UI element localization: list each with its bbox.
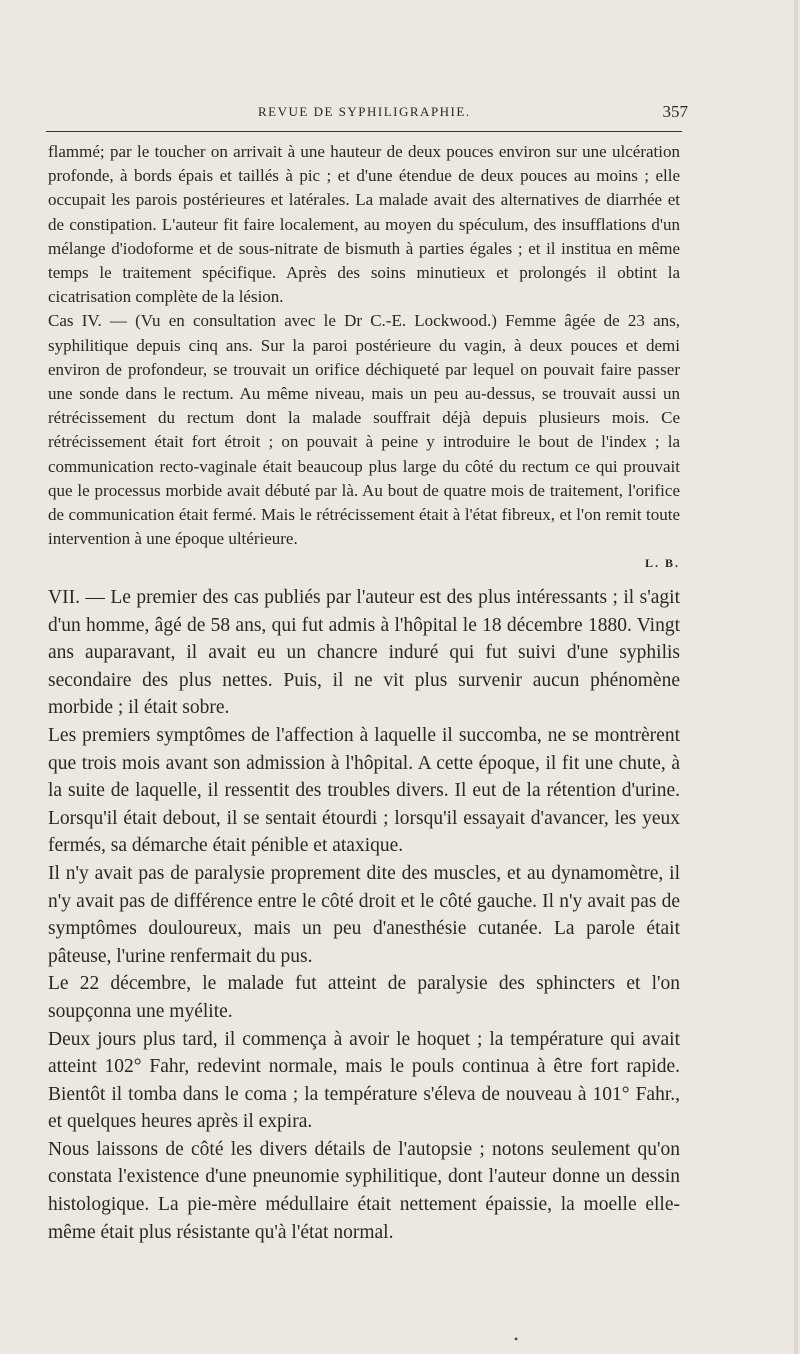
page-edge bbox=[794, 0, 798, 1354]
paragraph: flammé; par le toucher on arrivait à une hauteur de deux pouces environ sur une ulcération profonde, à bords épais et taillés à pic ; et d'une étendue de deux pouces au moins ; elle occupait les parois postérieures et latérales. La malade avait des alternatives de diarrhée et de constipation. L'auteur fit faire localement, au moyen du spéculum, des insufflations d'un mélange d'iodoforme et de sous-nitrate de bismuth à parties égales ; et il institua en même temps le traitement spécifique. Après des soins minutieux et prolongés il obtint la cicatrisation complète de la lésion. bbox=[48, 142, 680, 307]
small-print-section bbox=[48, 140, 680, 551]
footer-mark: • bbox=[514, 1332, 519, 1346]
paragraph: Deux jours plus tard, il commença à avoir le hoquet ; la température qui avait atteint 102° Fahr, redevint normale, mais le pouls continua à être fort rapide. Bientôt il tomba dans le coma ; la température s'éleva de nouveau à 101° Fahr., et quelques heures après il expira. bbox=[48, 1028, 680, 1133]
header-rule bbox=[46, 131, 682, 132]
paragraph: Le 22 décembre, le malade fut atteint de paralysie des sphincters et l'on soupçonna une myélite. bbox=[48, 973, 680, 1022]
signature: L. B. bbox=[644, 556, 680, 570]
paragraph: Les premiers symptômes de l'affection à laquelle il succomba, ne se montrèrent que trois mois avant son admission à l'hôpital. A cette époque, il fit une chute, à la suite de laquelle, il ressentit des troubles divers. Il eut de la rétention d'urine. Lorsqu'il était debout, il se sentait étourdi ; lorsqu'il essayait d'avancer, les yeux fermés, sa démarche était pénible et ataxique. bbox=[48, 724, 680, 857]
main-text-section bbox=[48, 584, 680, 1246]
page-header bbox=[48, 100, 688, 122]
running-title: REVUE DE SYPHILIGRAPHIE. bbox=[258, 104, 471, 119]
paragraph: Cas IV. — (Vu en consultation avec le Dr C.-E. Lockwood.) Femme âgée de 23 ans, syphilitique depuis cinq ans. Sur la paroi postérieure du vagin, à deux pouces et demi environ de profondeur, se trouvait un orifice déchiqueté par lequel on pouvait faire passer une sonde dans le rectum. Au même niveau, mais un peu au-dessus, se trouvait aussi un rétrécissement du rectum dont la malade souffrait déjà depuis plusieurs mois. Ce rétrécissement était fort étroit ; on pouvait à peine y introduire le bout de l'index ; la communication recto-vaginale était beaucoup plus large du côté du rectum ce qui prouvait que le processus morbide avait débuté par là. Au bout de quatre mois de traitement, l'orifice de communication était fermé. Mais le rétrécissement était à l'état fibreux, et l'on remit toute intervention à une époque ultérieure. bbox=[48, 311, 680, 549]
paragraph: VII. — Le premier des cas publiés par l'auteur est des plus intéressants ; il s'agit d'un homme, âgé de 58 ans, qui fut admis à l'hôpital le 18 décembre 1880. Vingt ans auparavant, il avait eu un chancre induré qui fut suivi d'une syphilis secondaire des plus nettes. Puis, il ne vit plus survenir aucun phénomène morbide ; il était sobre. bbox=[48, 587, 680, 719]
paragraph: Nous laissons de côté les divers détails de l'autopsie ; notons seulement qu'on constata l'existence d'une pneunomie syphilitique, dont l'auteur donne un dessin histologique. La pie-mère médullaire était nettement épaissie, la moelle elle-même était plus résistante qu'à l'état normal. bbox=[48, 1138, 680, 1243]
page-number: 357 bbox=[662, 102, 688, 121]
paragraph: Il n'y avait pas de paralysie proprement dite des muscles, et au dynamomètre, il n'y avait pas de différence entre le côté droit et le côté gauche. Il n'y avait pas de symptômes douloureux, mais un peu d'anesthésie cutanée. La parole était pâteuse, l'urine renfermait du pus. bbox=[48, 862, 680, 967]
